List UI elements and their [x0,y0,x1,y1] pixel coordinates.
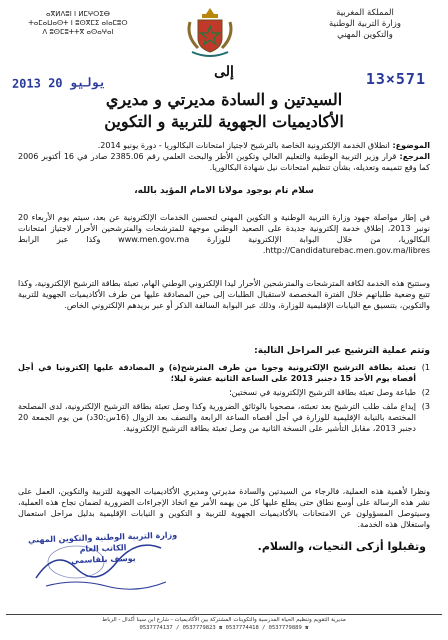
subject-text: انطلاق الخدمة الإلكترونية الخاصة بالترشيح لاجتياز امتحانات البكالوريا - دورة يونيو 2014. [97,141,390,150]
step-text: إيداع ملف طلب الترشيح بعد تعبئته، مصحوبا بالوثائق الضرورية وكذا وصل تعبئة بطاقة الترشيح الإلكترونية، لدى المصلحة المختصة بالنيابة الإقليمية للوزارة في أجل أقصاه الساعة الرابعة والنصف بعد الزوال (16س:30د) من يوم الجمعة 20 دجنبر 2013، مقابل التأشير على النسخة الثانية من وصل تعبئة بطاقة الترشيح الإلكترونية. [18,402,417,433]
closing-line: وتقبلوا أزكى التحيات، والسلام. [257,540,426,553]
header-tifinagh-line-2: ⵜⴰⵎⴰⵡⴰⵙⵜ ⵏ ⵓⵙⴳⵎⵉ ⴰⵏⴰⵎⵓⵔ [28,19,128,27]
signature-name: يوسف بلقاسمي [70,553,136,566]
footer-phones: 0537774137 / 0537779823 ☎ 0537774418 / 0537779889 ☎ [139,624,309,631]
title-academies: الأكاديميات الجهوية للتربية و التكوين [104,112,344,131]
step-item [18,362,430,384]
title-addressees: السيدتين و السادة مديرتي و مديري [105,90,343,109]
step-number: 1) [421,363,430,372]
steps-list [18,362,430,437]
subject-label: الموضوع: [392,141,430,150]
header-tifinagh-line-3: ⴷ ⵓⵙⵎⵓⵜⵜⴳ ⴰⵙⴰⵖⴰⵏ [42,28,114,36]
paragraph-intro: في إطار مواصلة جهود وزارة التربية الوطنية و التكوين المهني لتحسين الخدمات الإلكترونية عن بعد، سيتم يوم الأربعاء 20 نونبر 2013، إطلاق خدمة إلكترونية جديدة على الصعيد الوطني موجهة للمترشحات والمترشحين الأحرار لاجتياز امتحانات البكالوريا، من خلال البوابة الإلكترونية للوزارة www.men.gov.ma وكذا عبر الرابط http://Candidaturebac.men.gov.ma/libres. [18,213,430,255]
signature-title: الكاتب العام [79,543,127,554]
signature-block [17,529,188,568]
coat-of-arms-emblem [184,4,236,60]
step-number: 3) [421,402,430,411]
reference-text: قرار وزير التربية الوطنية والتعليم العالي وتكوين الأطر والبحث العلمي رقم 2385.06 صادر في 16 أكتوبر 2006 كما وقع تتميمه وتعديله، بشأن تنظيم امتحانات نيل شهادة البكالوريا. [18,152,430,172]
header-arabic [290,8,440,41]
signature-ministry: وزارة التربية الوطنية والتكوين المهني [27,530,178,545]
header-arabic-line-1: المملكة المغربية [336,8,394,18]
step-item [18,401,430,434]
header-arabic-line-2: وزارة التربية الوطنية [328,19,402,29]
footer [6,614,442,632]
header-tifinagh [8,10,148,37]
salutation: سلام تام بوجود مولانا الامام المؤيد بالله، [134,186,314,196]
reference-label: المرجع: [399,152,431,161]
step-item [18,387,430,398]
step-text: تعبئة بطاقة الترشيح الإلكترونية وجوبا من طرف المترشح(ة) و المصادقة عليها إلكترونيا في أجل أقصاه يوم الأحد 15 دجنبر 2013 على الساعة الثانية عشرة ليلا؛ [18,363,416,383]
step-number: 2) [421,388,430,397]
paragraph-service: وستتيح هذه الخدمة لكافة المترشحات والمترشحين الأحرار ليدا الإلكتروني الوطني الهام، تعبئة بطاقة الترشيح الإلكترونية، وكذا تتبع وضعية طلباتهم خلال الفترة المخصصة لاستقبال الطلبات إلى حين المصادقة عليها من طرف الأكاديميات الجهوية للتربية والتكوين، بتنسيق مع النيابات الإقليمية للوزارة، وذلك عبر البوابة السالفة الذكر أو عبر بريدهم الإلكتروني الخاص. [18,279,430,310]
title-to: إلى [214,64,234,80]
subject-block [18,140,430,173]
step-text: طباعة وصل تعبئة بطاقة الترشيح الإلكترونية في نسختين؛ [229,388,416,397]
steps-heading: وتتم عملية الترشيح عبر المراحل التالية: [254,346,430,356]
footer-address: مديرية التقويم وتنظيم الحياة المدرسية والتكوينات المشتركة بين الأكاديميات - شارع ابن سينا أكدال - الرباط [102,617,346,623]
header-tifinagh-line-1: ⴰⴳⵍⴷⵓⵏ ⵏ ⵍⵎⵖⵔⵉⴱ [45,10,111,18]
reference-number: 13×571 [365,70,426,88]
paragraph-instructions: ونظرا لأهمية هذه العملية، فالرجاء من السيدتين والسادة مديرتي ومديري الأكاديميات الجهوية للتربية والتكوين، العمل على نشر هذه الرسالة على أوسع نطاق حتى يطلع عليها كل من يهمه الأمر مع اتخاذ الإجراءات الضرورية لضمان نجاح هذه العملية، وسيتوصل المسؤولون عن الامتحانات بالأكاديميات الجهوية للتربية و التكوين و النيابات الإقليمية بدليل مراحل استعمال واستغلال هذه الخدمة. [18,487,430,529]
date-stamp: 2013 ﻳﻮﻟﻴﻮ 20 [11,75,107,91]
header-arabic-line-3: والتكوين المهني [337,30,393,40]
